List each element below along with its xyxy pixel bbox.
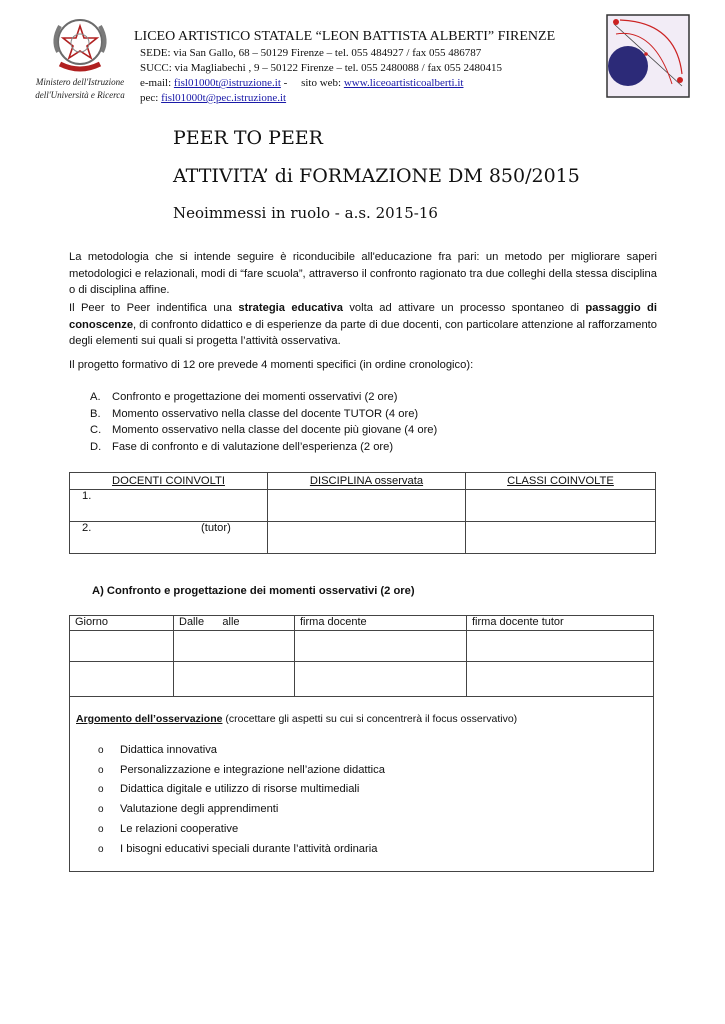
focus-box bbox=[69, 697, 654, 872]
email-link[interactable]: fisl01000t@istruzione.it bbox=[173, 77, 281, 89]
list-item[interactable]: o Didattica digitale e utilizzo di risorse multimediali bbox=[98, 780, 385, 800]
header-classi: CLASSI COINVOLTE bbox=[507, 475, 614, 487]
intro-paragraph: La metodologia che si intende seguire è riconducibile all'educazione fra pari: un metodo per migliorare saperi metodologici e relazionali, modi di “fare scuola”, attraverso il confronto ragionato tra due colleghi della stessa disciplina o di disciplina affine. bbox=[69, 251, 657, 296]
tutor-label: (tutor) bbox=[201, 522, 231, 534]
table-row bbox=[70, 631, 654, 662]
header-disciplina: DISCIPLINA osservata bbox=[309, 475, 424, 487]
checkbox-circle-icon: o bbox=[98, 764, 104, 776]
title-peer-to-peer: PEER TO PEER bbox=[173, 127, 323, 149]
section-a-title: A) Confronto e progettazione dei momenti osservativi (2 ore) bbox=[92, 585, 415, 597]
list-item[interactable]: o Le relazioni cooperative bbox=[98, 820, 385, 840]
sede-address: SEDE: via San Gallo, 68 – 50129 Firenze – tel. 055 484927 / fax 055 486787 bbox=[140, 47, 482, 59]
list-item[interactable]: o I bisogni educativi speciali durante l’attività ordinaria bbox=[98, 840, 385, 860]
peer-paragraph: Il Peer to Peer indentifica una strategia educativa volta ad attivare un processo spontaneo di passaggio di conoscenze, di confronto didattico e di esperienze da parte di due docenti, con particolare attenzione al rafforzamento degli elementi sui quali si progetta l’attività osservativa. bbox=[69, 302, 658, 347]
school-name: LICEO ARTISTICO STATALE “LEON BATTISTA ALBERTI” FIRENZE bbox=[134, 29, 556, 44]
pec-link[interactable]: fisl01000t@pec.istruzione.it bbox=[161, 92, 287, 104]
checkbox-circle-icon: o bbox=[98, 843, 104, 855]
list-item[interactable]: o Personalizzazione e integrazione nell’azione didattica bbox=[98, 761, 385, 781]
website-link[interactable]: www.liceoartisticoalberti.it bbox=[343, 77, 464, 89]
subtitle-neoimmessi: Neoimmessi in ruolo - a.s. 2015-16 bbox=[173, 204, 438, 222]
contact-line: e-mail: fisl01000t@istruzione.it - sito web: www.liceoartisticoalberti.it bbox=[140, 77, 464, 89]
header-dalle: Dalle bbox=[179, 616, 205, 628]
header-giorno: Giorno bbox=[75, 616, 109, 628]
header-alle: alle bbox=[222, 616, 240, 628]
project-intro: Il progetto formativo di 12 ore prevede 4 momenti specifici (in ordine cronologico): bbox=[69, 359, 474, 371]
header-firma-docente: firma docente bbox=[300, 616, 367, 628]
list-item: D. Fase di confronto e di valutazione dell’esperienza (2 ore) bbox=[90, 440, 394, 453]
list-item: A. Confronto e progettazione dei momenti osservativi (2 ore) bbox=[90, 391, 398, 403]
argomento-heading: Argomento dell’osservazione (crocettare gli aspetti su cui si concentrerà il focus osservativo) bbox=[76, 713, 518, 725]
title-attivita: ATTIVITA’ di FORMAZIONE DM 850/2015 bbox=[173, 165, 580, 187]
checkbox-circle-icon: o bbox=[98, 823, 104, 835]
italian-republic-emblem bbox=[46, 12, 114, 78]
table-row bbox=[70, 490, 656, 522]
row-number: 1. bbox=[82, 490, 92, 502]
phase-list bbox=[90, 389, 437, 455]
focus-list bbox=[98, 741, 385, 859]
checkbox-circle-icon: o bbox=[98, 745, 104, 756]
table-row bbox=[70, 522, 656, 554]
table-row bbox=[70, 662, 654, 697]
succ-address: SUCC: via Magliabechi , 9 – 50122 Firenze – tel. 055 2480088 / fax 055 2480415 bbox=[140, 62, 503, 74]
pec-line: pec: fisl01000t@pec.istruzione.it bbox=[140, 92, 287, 104]
list-item[interactable]: o Didattica innovativa bbox=[98, 741, 385, 761]
header-firma-tutor: firma docente tutor bbox=[472, 616, 564, 628]
schedule-table bbox=[69, 615, 654, 697]
checkbox-circle-icon: o bbox=[98, 804, 104, 816]
row-number: 2. bbox=[82, 522, 92, 534]
list-item[interactable]: o Valutazione degli apprendimenti bbox=[98, 800, 385, 820]
list-item: B. Momento osservativo nella classe del docente TUTOR (4 ore) bbox=[90, 407, 419, 420]
checkbox-circle-icon: o bbox=[98, 784, 104, 796]
list-item: C. Momento osservativo nella classe del docente più giovane (4 ore) bbox=[90, 424, 438, 436]
docenti-table bbox=[69, 472, 656, 554]
header-docenti: DOCENTI COINVOLTI bbox=[112, 475, 225, 487]
table-row bbox=[70, 473, 656, 490]
ministry-caption: Ministero dell'Istruzione dell'Università e Ricerca bbox=[35, 77, 125, 100]
table-row bbox=[70, 616, 654, 631]
school-logo bbox=[606, 14, 690, 98]
